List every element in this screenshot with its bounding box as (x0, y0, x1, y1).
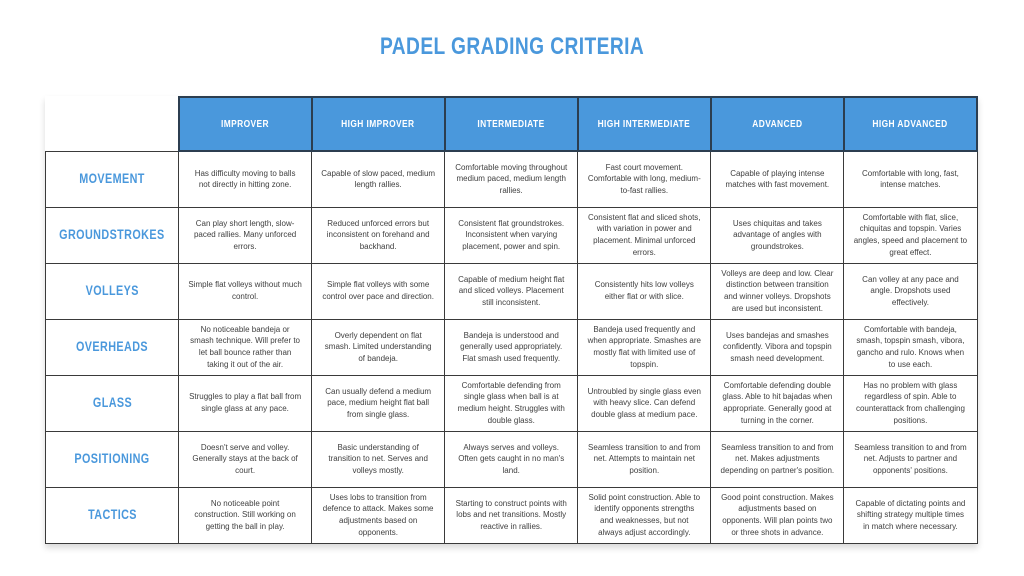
criteria-cell: Bandeja is understood and generally used appropriately. Flat smash used frequently. (445, 319, 578, 375)
column-header-advanced (711, 97, 844, 151)
criteria-cell: Can usually defend a medium pace, medium height flat ball from single glass. (312, 375, 445, 431)
criteria-cell: Reduced unforced errors but inconsistent on forehand and backhand. (312, 207, 445, 263)
criteria-cell: No noticeable point construction. Still working on getting the ball in play. (179, 487, 312, 543)
criteria-cell: Uses chiquitas and takes advantage of angles with groundstrokes. (711, 207, 844, 263)
row-label-text: OVERHEADS (76, 339, 149, 355)
criteria-cell: Capable of slow paced, medium length rallies. (312, 151, 445, 207)
row-label-glass (46, 375, 179, 431)
criteria-cell: Simple flat volleys with some control over pace and direction. (312, 263, 445, 319)
grading-criteria-table (45, 96, 978, 544)
criteria-cell: Seamless transition to and from net. Makes adjustments depending on partner's position. (711, 431, 844, 487)
criteria-cell: Comfortable moving throughout medium paced, medium length rallies. (445, 151, 578, 207)
column-header-high-intermediate (578, 97, 711, 151)
criteria-cell: Struggles to play a flat ball from single glass at any pace. (179, 375, 312, 431)
column-header-improver (179, 97, 312, 151)
row-label-volleys (46, 263, 179, 319)
criteria-cell: Fast court movement. Comfortable with long, medium-to-fast rallies. (578, 151, 711, 207)
criteria-cell: Comfortable defending double glass. Able to hit bajadas when appropriate. Generally good at turning in the corner. (711, 375, 844, 431)
row-label-groundstrokes (46, 207, 179, 263)
row-label-positioning (46, 431, 179, 487)
criteria-cell: Bandeja used frequently and when appropriate. Smashes are mostly flat with limited use of topspin. (578, 319, 711, 375)
criteria-cell: Uses lobs to transition from defence to attack. Makes some adjustments based on opponents. (312, 487, 445, 543)
column-header-label: ADVANCED (752, 118, 803, 130)
page-title-text: PADEL GRADING CRITERIA (379, 33, 645, 60)
criteria-cell: Comfortable defending from single glass when ball is at medium height. Struggles with double glass. (445, 375, 578, 431)
criteria-cell: Solid point construction. Able to identify opponents strengths and weaknesses, but not always adjust accordingly. (578, 487, 711, 543)
page-title (0, 33, 1024, 61)
table-row-positioning (46, 431, 978, 487)
criteria-cell: Consistent flat and sliced shots, with variation in power and placement. Minimal unforced errors. (578, 207, 711, 263)
row-label-tactics (46, 487, 179, 543)
table-row-groundstrokes (46, 207, 978, 263)
criteria-cell: Good point construction. Makes adjustments based on opponents. Will plan points two or three shots in advance. (711, 487, 844, 543)
criteria-cell: Seamless transition to and from net. Attempts to maintain net position. (578, 431, 711, 487)
table-row-movement (46, 151, 978, 207)
criteria-cell: Consistent flat groundstrokes. Inconsistent when varying placement, power and spin. (445, 207, 578, 263)
criteria-cell: Untroubled by single glass even with heavy slice. Can defend double glass at medium pace. (578, 375, 711, 431)
table-row-tactics (46, 487, 978, 543)
table-body (46, 151, 978, 543)
row-label-text: VOLLEYS (85, 283, 139, 299)
row-label-movement (46, 151, 179, 207)
criteria-cell: Capable of medium height flat and sliced volleys. Placement still inconsistent. (445, 263, 578, 319)
criteria-cell: Doesn't serve and volley. Generally stays at the back of court. (179, 431, 312, 487)
criteria-cell: Seamless transition to and from net. Adjusts to partner and opponents' positions. (844, 431, 977, 487)
column-header-intermediate (445, 97, 578, 151)
row-label-text: POSITIONING (74, 451, 150, 467)
table-row-overheads (46, 319, 978, 375)
criteria-cell: Consistently hits low volleys either flat or with slice. (578, 263, 711, 319)
column-header-label: HIGH INTERMEDIATE (598, 118, 691, 130)
row-label-overheads (46, 319, 179, 375)
column-header-label: HIGH IMPROVER (341, 118, 415, 130)
criteria-cell: Comfortable with long, fast, intense matches. (844, 151, 977, 207)
criteria-cell: Always serves and volleys. Often gets caught in no man's land. (445, 431, 578, 487)
corner-cell (46, 97, 179, 151)
criteria-cell: No noticeable bandeja or smash technique. Will prefer to let ball bounce rather than taking it out of the air. (179, 319, 312, 375)
row-label-text: TACTICS (87, 507, 137, 523)
table-header (46, 97, 978, 151)
criteria-cell: Volleys are deep and low. Clear distinction between transition and winner volleys. Dropshots are used but inconsistent. (711, 263, 844, 319)
criteria-cell: Can play short length, slow-paced rallies. Many unforced errors. (179, 207, 312, 263)
criteria-cell: Basic understanding of transition to net. Serves and volleys mostly. (312, 431, 445, 487)
criteria-cell: Uses bandejas and smashes confidently. Vibora and topspin smash need development. (711, 319, 844, 375)
criteria-cell: Comfortable with bandeja, smash, topspin smash, vibora, gancho and rulo. Knows when to use each. (844, 319, 977, 375)
criteria-cell: Comfortable with flat, slice, chiquitas and topspin. Varies angles, speed and placement to great effect. (844, 207, 977, 263)
column-header-label: IMPROVER (221, 118, 270, 130)
row-label-text: MOVEMENT (79, 171, 145, 187)
criteria-cell: Capable of dictating points and shifting strategy multiple times in match where necessary. (844, 487, 977, 543)
column-header-label: HIGH ADVANCED (872, 118, 949, 130)
row-label-text: GLASS (92, 395, 132, 411)
column-header-label: INTERMEDIATE (477, 118, 545, 130)
row-label-text: GROUNDSTROKES (59, 227, 165, 243)
column-header-high-improver (312, 97, 445, 151)
criteria-cell: Can volley at any pace and angle. Dropshots used effectively. (844, 263, 977, 319)
table-row-glass (46, 375, 978, 431)
criteria-cell: Has difficulty moving to balls not directly in hitting zone. (179, 151, 312, 207)
criteria-cell: Capable of playing intense matches with fast movement. (711, 151, 844, 207)
table-row-volleys (46, 263, 978, 319)
header-row (46, 97, 978, 151)
criteria-cell: Simple flat volleys without much control. (179, 263, 312, 319)
column-header-high-advanced (844, 97, 977, 151)
criteria-cell: Has no problem with glass regardless of spin. Able to counterattack from challenging positions. (844, 375, 977, 431)
criteria-cell: Starting to construct points with lobs and net transitions. Mostly reactive in rallies. (445, 487, 578, 543)
criteria-cell: Overly dependent on flat smash. Limited understanding of bandeja. (312, 319, 445, 375)
